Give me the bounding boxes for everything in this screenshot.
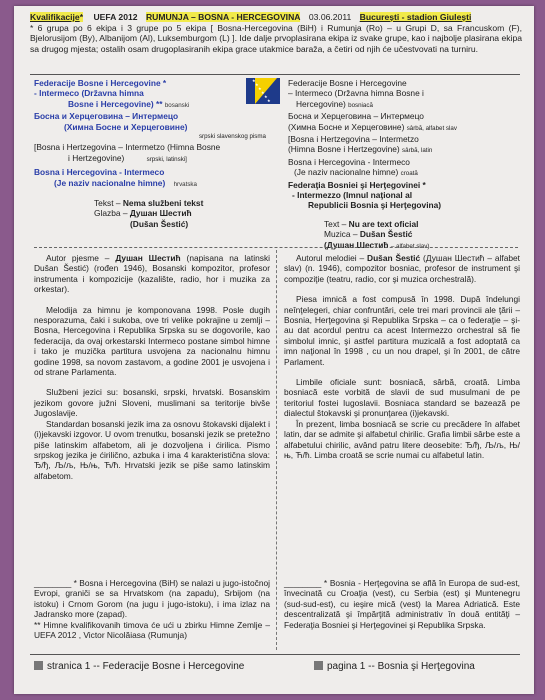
left-title-7-tag: srpski, latinski] xyxy=(146,155,187,163)
left-footnote-blank: ________ xyxy=(34,578,72,588)
left-title-1: Federacije Bosne i Hercegovine * xyxy=(34,78,167,88)
right-footnote-blank: ________ xyxy=(284,578,322,588)
right-history-paragraph: Piesa imnică a fost compusă în 1998. După îndelungi neînţelegeri, chiar confruntări, cele trei mari provincii ale ţării – Bosnia, Herţegovina şi Republika Srpska – ca o federaţie – şi-au dat acordul pentru ca acest Intermezzo orchestral să fie simbolul imnic, şi astfel partitura muzicală a fost adoptată ca imn naţional în 1998 , cu un nou drapel, şi în 2001, de către Parlament. xyxy=(284,294,520,367)
document-page xyxy=(14,6,534,694)
left-languages-paragraph: Službeni jezici su: bosanski, srpski, hrvatski. Bosanskim jezikom govore južni Sloveni, muslimani sa teritorije bivše Jugoslavije. xyxy=(34,387,270,419)
footer-square-icon xyxy=(314,661,323,670)
left-title-4: Босна и Херцеговина – Интермецо xyxy=(34,111,179,122)
right-author-label: Autorul melodiei – xyxy=(296,253,365,263)
right-title-2: – Intermeco (Državna himna Bosne i xyxy=(288,88,424,99)
right-title-3-tag: bosniacă xyxy=(348,101,373,109)
left-music-value: Душан Шестић xyxy=(129,208,192,219)
header-tag: Kvalifikacije xyxy=(30,12,80,22)
right-title-9-tag: croată xyxy=(400,170,418,178)
left-title-2: - Intermeco (Državna himna xyxy=(34,88,144,99)
left-author-label: Autor pjesme – xyxy=(46,253,110,263)
left-title-7: i Hertzegovine) xyxy=(68,152,125,163)
left-title-8: Bosna i Hercegovina - Intermeco xyxy=(34,167,165,178)
right-music-value: Dušan Šestić xyxy=(359,229,413,240)
right-title-11: - Intermezzo (Imnul naţional al xyxy=(292,190,413,201)
header-tag-mark: * xyxy=(79,12,84,22)
right-text-label: Text – xyxy=(324,218,347,229)
left-title-3-tag: bosanski xyxy=(164,101,190,109)
left-body xyxy=(34,253,270,481)
header-venue: București - stadion Giulești xyxy=(359,12,472,22)
left-title-3: Bosne i Hercegovine) xyxy=(68,98,154,109)
right-title-5: (Химна Босне и Херцеговине) xyxy=(288,121,405,132)
header-divider xyxy=(30,74,520,75)
left-title-block xyxy=(34,78,274,229)
left-footnote-2: ** Himne kvalifikovanih timova će ući u zbirku Himne Zemlje – UEFA 2012 , Victor Nicolăiasa (Rumunja) xyxy=(34,619,270,641)
header-event: UEFA 2012 xyxy=(93,12,138,22)
left-title-3-mark: ** xyxy=(155,98,163,109)
left-title-6: [Bosna i Hertzegovina – Intermetzo (Himna Bosne xyxy=(34,142,221,153)
right-languages-paragraph: Limbile oficiale sunt: bosniacă, sârbă, croată. Limba bosniacă este vorbită de slavii de sud musulmani de pe teritoriul fostei Iugoslavii. Bosniaca standard se bazează pe dialectul štokavski şi pronunţarea (i)jekavski. xyxy=(284,377,520,419)
right-title-10: Federaţia Bosniei şi Herţegovinei * xyxy=(288,179,426,190)
right-script-paragraph: În prezent, limba bosniacă se scrie cu precădere în alfabet latin, dar se admite şi alfabetul chirilic. Grafia limbii sârbe este a alfabetului chirilic, având patru litere deosebite: Ђ/ђ, Љ/љ, Њ/њ, Ћ/ћ. Limba croată se scrie numai cu alfabetul latin. xyxy=(284,418,520,460)
footer-square-icon xyxy=(34,661,43,670)
right-title-7-tag: sârbă, latin xyxy=(402,147,433,155)
left-title-5: (Химна Босне и Херцеговине) xyxy=(64,121,188,132)
right-music-label: Muzica – xyxy=(324,229,358,240)
footer-right xyxy=(314,661,475,673)
right-author-bio: (Душан Шестић – alfabet slav) (n. 1946), compozitor bosniac, profesor de instrument şi compoziţie (teatru, radio, cor şi muzica orchestrală). xyxy=(284,253,520,284)
left-footnotes xyxy=(34,578,270,640)
header-block xyxy=(30,12,522,54)
right-title-block xyxy=(288,78,524,252)
left-title-9: (Je naziv nacionalne himne) xyxy=(54,177,166,188)
footer-left-text: stranica 1 -- Federacije Bosne i Hercegovine xyxy=(47,661,245,672)
left-text-label: Tekst – xyxy=(94,198,121,209)
footer-divider xyxy=(30,654,520,655)
right-music-value-cyrillic: (Душан Шестић xyxy=(324,239,389,250)
right-title-3: Hercegovine) xyxy=(296,98,346,109)
section-divider xyxy=(34,247,518,248)
left-music-label: Glazba – xyxy=(94,208,128,219)
right-text-value: Nu are text oficial xyxy=(348,218,419,229)
header-paragraph: * 6 grupa po 6 ekipa i 3 grupe po 5 ekipa [ Bosna-Hercegovina (BiH) i Rumunja (Ro) – u Grupi D, sa Francuskom (F), Bjelorusijom (By), Albanijom (Al), Luksemburgom (L) ]. Ide dalje prvoplasirana ekipa iz svake grupe, kao i najbolje plasirana ekipa sa drugog mjesta; ostalih osam drugoplasiranih ekipa grace utakmice baraža, a četiri od njih će učestvovati na turniru. xyxy=(30,22,522,54)
header-date: 03.06.2011 xyxy=(308,12,352,22)
footer-right-text: pagina 1 -- Bosnia şi Herţegovina xyxy=(327,661,475,672)
right-title-7: (Himna Bosne i Hertzegovine) xyxy=(288,144,400,155)
right-title-5-tag: sârbă, alfabet slav xyxy=(406,124,457,132)
right-title-1: Federacije Bosne i Hercegovine xyxy=(288,78,407,88)
right-title-9: (Je naziv nacionalne himne) xyxy=(294,167,399,178)
left-author-name: Душан Шестић xyxy=(115,253,181,263)
column-divider xyxy=(276,250,277,650)
left-history-paragraph: Melodija za himnu je komponovana 1998. Posle dugih nesporazuma, čaki i sukoba, ove tri velike pokrajine u zemlji – Bosna, Hercegovina i Republika Srpska su se dogovorile, kao federacija, da ovaj orkestarski Intermeco postane simbol himne i tako je muzička partitura usvojena za nacionalnu himnu godine 1998, sa novom zastavom, a godine 2001 je usvojena i od strane Parlamenta. xyxy=(34,304,270,378)
left-script-paragraph: Standardan bosanski jezik ima za osnovu štokavski dijalekt i (i)jekavski izgovor. U ovom trenutku, bosanski jezik se pretežno piše latinskim alfabetom, ali je dozvoljena i ćirilica. Pismo srpskog jezika je ćirilično, azbuka i ima 4 karakteristična slova: Ђ/ђ, Љ/љ, Њ/њ, Ћ/ћ. Hrvatski jezik se piše samo latinskim alfabetom. xyxy=(34,418,270,481)
left-author-bio: (napisana na latinski Dušan Šestić) (rođen 1946), Bosanski kompozitor, profesor instrumenta i kompozicije (kazalište, radio, hor i muzika za orkestar). xyxy=(34,253,270,295)
right-music-tag: – alfabet slav) xyxy=(390,242,430,250)
right-title-4: Босна и Херцеговина – Интермецо xyxy=(288,111,424,122)
right-footnotes xyxy=(284,578,520,630)
right-title-6: [Bosna i Hertzegovina – Intermetzo xyxy=(288,134,419,145)
right-title-12: Republicii Bosnia şi Herţegovina) xyxy=(308,200,442,211)
left-title-9-tag: hrvatska xyxy=(173,180,197,188)
right-author-name: Dušan Šestić xyxy=(367,253,421,263)
left-music-value-latin: (Dušan Šestić) xyxy=(130,218,189,229)
right-body xyxy=(284,253,520,460)
footer-left xyxy=(34,661,244,673)
header-teams: RUMUNJA – BOSNA - HERCEGOVINA xyxy=(145,12,301,22)
left-title-5-tag: srpski slavenskog pisma xyxy=(198,133,266,141)
bosnia-flag-icon: ★ ★ ★ ★ ★ ★ xyxy=(246,78,280,104)
right-title-8: Bosna i Hercegovina - Intermeco xyxy=(288,156,410,167)
left-footnote-1: * Bosna i Hercegovina (BiH) se nalazi u jugo-istočnoj Evropi, graniči se sa Hrvatskom (na zapadu), Srbijom (na istoku) i Crnom Gorom (na jugu i jugo-istoku), i ima izlaz na Jadransko more (zapad). xyxy=(34,578,270,620)
right-footnote-1: * Bosnia - Herţegovina se află în Europa de sud-est, învecinată cu Croaţia (vest), cu Serbia (est) şi Muntenegru (sud-sud-est), cu ieşire mică (vest) la Marea Adriatică. Este descentralizată şi împărţită administrativ în două entităţi – Federaţia Bosniei şi Herţegovinei şi Republika Srpska. xyxy=(284,578,521,630)
left-text-value: Nema službeni tekst xyxy=(122,198,204,209)
